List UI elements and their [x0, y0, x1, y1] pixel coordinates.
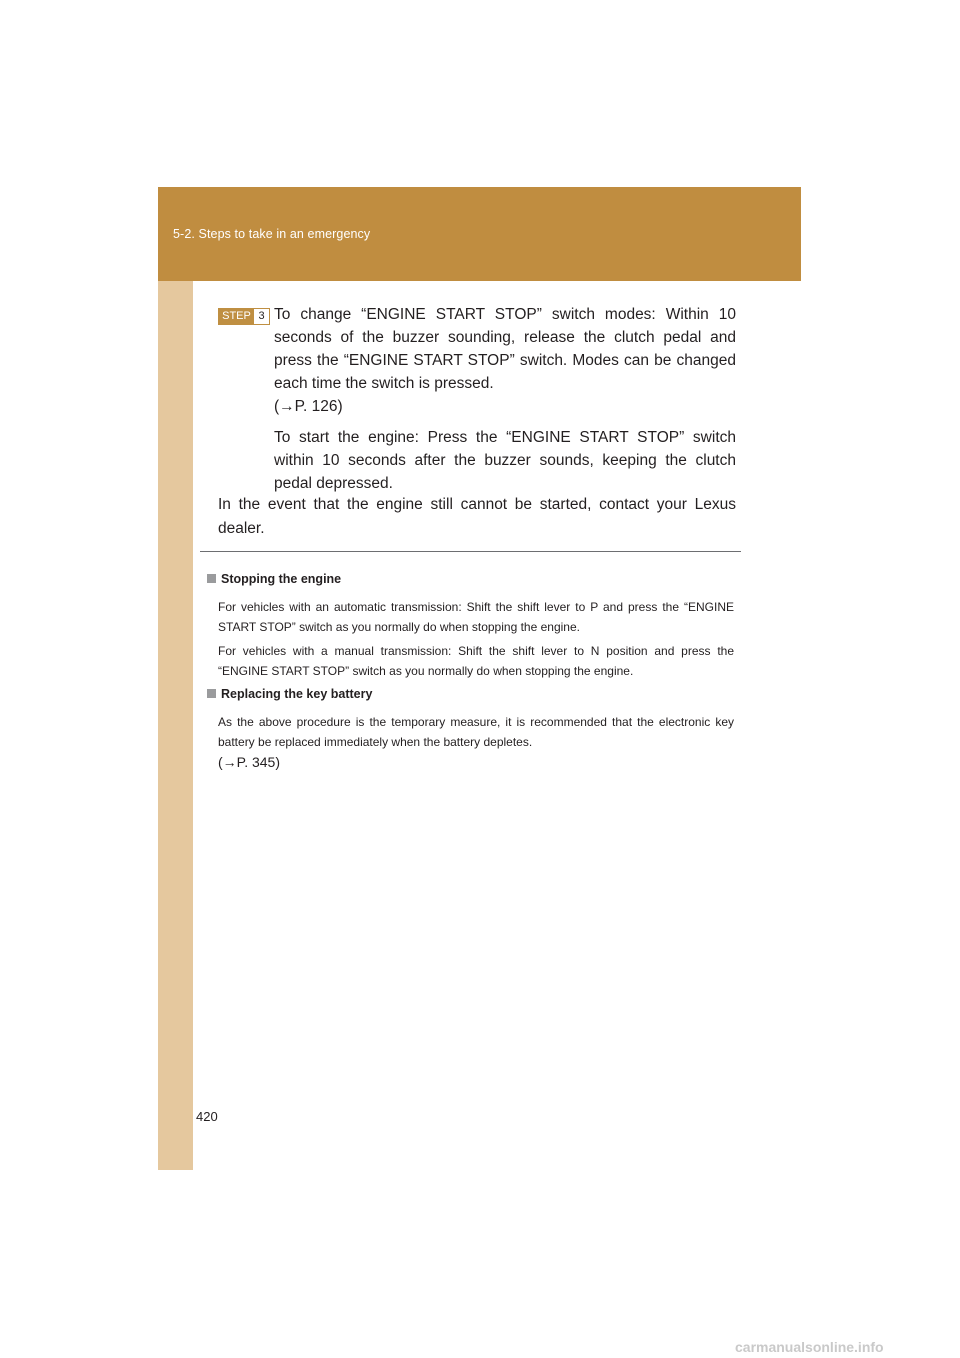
step-badge [218, 308, 270, 325]
step-number: 3 [254, 309, 269, 324]
step-label: STEP [219, 309, 254, 324]
note-key-battery [218, 712, 734, 772]
step-paragraph-1-text: To change “ENGINE START STOP” switch modes: Within 10 seconds of the buzzer sounding, release the clutch pedal and press the “ENGINE START STOP” switch. Modes can be changed each time the switch is pressed. [274, 306, 736, 392]
section-title: 5-2. Steps to take in an emergency [173, 227, 371, 241]
note-heading-text: Stopping the engine [221, 572, 342, 586]
note-heading-stopping-engine [207, 572, 341, 586]
step-3-text [274, 303, 736, 495]
note-heading-key-battery [207, 687, 372, 701]
step-paragraph-engine-start: To start the engine: Press the “ENGINE START STOP” switch within 10 seconds after the buzzer sounds, keeping the clutch pedal depressed. [274, 429, 736, 492]
note-heading-text: Replacing the key battery [221, 687, 373, 701]
step-paragraph-mode-change [274, 303, 736, 418]
square-bullet-icon [207, 689, 216, 698]
section-divider [200, 551, 741, 552]
note-paragraph-battery: As the above procedure is the temporary measure, it is recommended that the electronic key battery be replaced immediately when the battery depletes. [218, 715, 734, 749]
watermark: carmanualsonline.info [735, 1339, 884, 1355]
side-tab-band [158, 187, 193, 1170]
contact-dealer-text: In the event that the engine still cannot be started, contact your Lexus dealer. [218, 496, 736, 537]
note-stopping-engine [218, 597, 734, 681]
note-paragraph-automatic: For vehicles with an automatic transmission: Shift the shift lever to P and press the “ENGINE START STOP” switch as you normally do when stopping the engine. [218, 600, 734, 634]
page-reference-link[interactable]: (→P. 345) [218, 754, 280, 770]
note-paragraph-manual: For vehicles with a manual transmission: Shift the shift lever to N position and press the “ENGINE START STOP” switch as you normally do when stopping the engine. [218, 644, 734, 678]
page-reference-link[interactable]: (→P. 126) [274, 398, 343, 415]
square-bullet-icon [207, 574, 216, 583]
page-number: 420 [196, 1109, 218, 1124]
